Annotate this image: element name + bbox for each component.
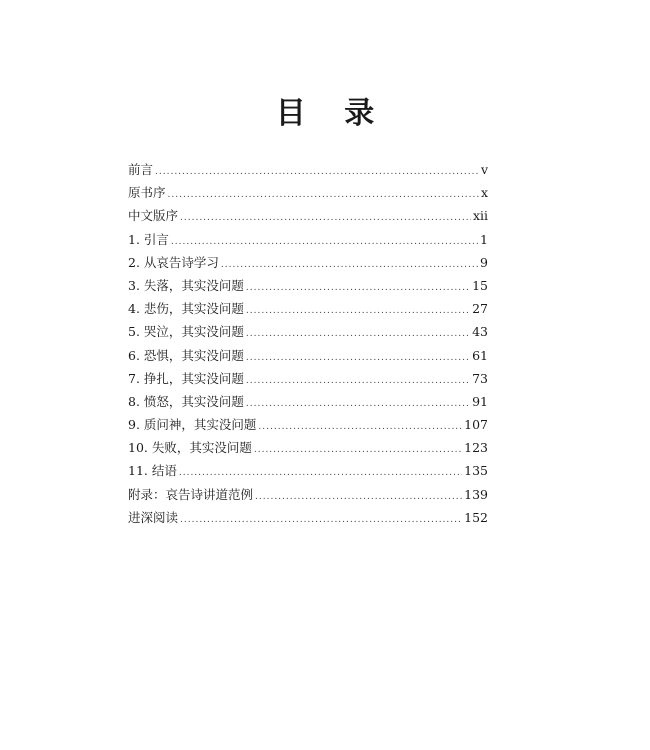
toc-entry-page: 15 [472,277,488,293]
toc-entry-page: v [480,162,488,177]
toc-entry-label: 2. 从哀告诗学习 [128,254,219,270]
toc-entry-label: 9. 质问神，其实没问题 [128,417,257,433]
toc-entry-label: 进深阅读 [128,509,179,525]
toc-entry[interactable] [128,297,488,320]
toc-entry-label: 7. 挣扎，其实没问题 [128,370,244,386]
toc-entry-page: x [480,185,488,201]
toc-entry-page: 61 [472,347,488,363]
toc-entry-label: 原书序 [128,185,166,201]
table-of-contents [128,158,488,529]
toc-entry-page: 123 [464,440,488,456]
toc-entry[interactable] [128,274,488,297]
toc-entry[interactable] [128,506,488,529]
toc-entry-page: 43 [472,324,488,340]
toc-entry-label: 6. 恐惧，其实没问题 [128,347,244,363]
toc-entry-label: 中文版序 [128,208,179,224]
toc-entry[interactable] [128,204,488,227]
toc-entry[interactable] [128,459,488,482]
toc-entry[interactable] [128,344,488,367]
toc-entry[interactable] [128,390,488,413]
toc-leader-dots [246,370,470,393]
toc-entry[interactable] [128,413,488,436]
toc-entry-page: 91 [472,393,488,409]
toc-entry-label: 11. 结语 [128,463,177,479]
toc-leader-dots [168,184,479,207]
toc-leader-dots [246,277,470,300]
toc-entry[interactable] [128,228,488,251]
toc-entry[interactable] [128,436,488,459]
toc-entry-label: 8. 愤怒，其实没问题 [128,393,244,409]
toc-entry-page: 73 [472,370,488,386]
toc-entry-page: 135 [464,463,488,479]
toc-leader-dots [246,300,470,323]
toc-entry-label: 前言 [128,162,154,177]
toc-leader-dots [246,393,470,416]
toc-leader-dots [254,439,462,462]
toc-entry[interactable] [128,367,488,390]
toc-entry[interactable] [128,158,488,181]
toc-entry-page: 152 [464,509,488,525]
toc-leader-dots [246,323,470,346]
toc-entry[interactable] [128,251,488,274]
toc-leader-dots [180,509,462,532]
toc-leader-dots [221,254,478,277]
toc-entry[interactable] [128,320,488,343]
toc-entry-page: 139 [464,486,488,502]
toc-entry-page: 27 [472,301,488,317]
toc-leader-dots [246,347,470,370]
toc-entry[interactable] [128,483,488,506]
page-title: 目 录 [275,96,389,131]
toc-entry-page: 107 [464,417,488,433]
toc-entry-label: 1. 引言 [128,231,169,247]
toc-entry-page: 9 [480,254,488,270]
toc-entry-label: 5. 哭泣，其实没问题 [128,324,244,340]
toc-entry-label: 4. 悲伤，其实没问题 [128,301,244,317]
toc-entry-page: 1 [480,231,488,247]
toc-entry[interactable] [128,181,488,204]
toc-leader-dots [155,161,479,184]
toc-leader-dots [180,207,471,230]
toc-leader-dots [255,486,462,509]
toc-entry-page: xii [472,208,488,224]
toc-entry-label: 10. 失败，其实没问题 [128,440,252,456]
toc-entry-label: 附录：哀告诗讲道范例 [128,486,254,502]
toc-entry-label: 3. 失落，其实没问题 [128,277,244,293]
toc-leader-dots [258,416,462,439]
